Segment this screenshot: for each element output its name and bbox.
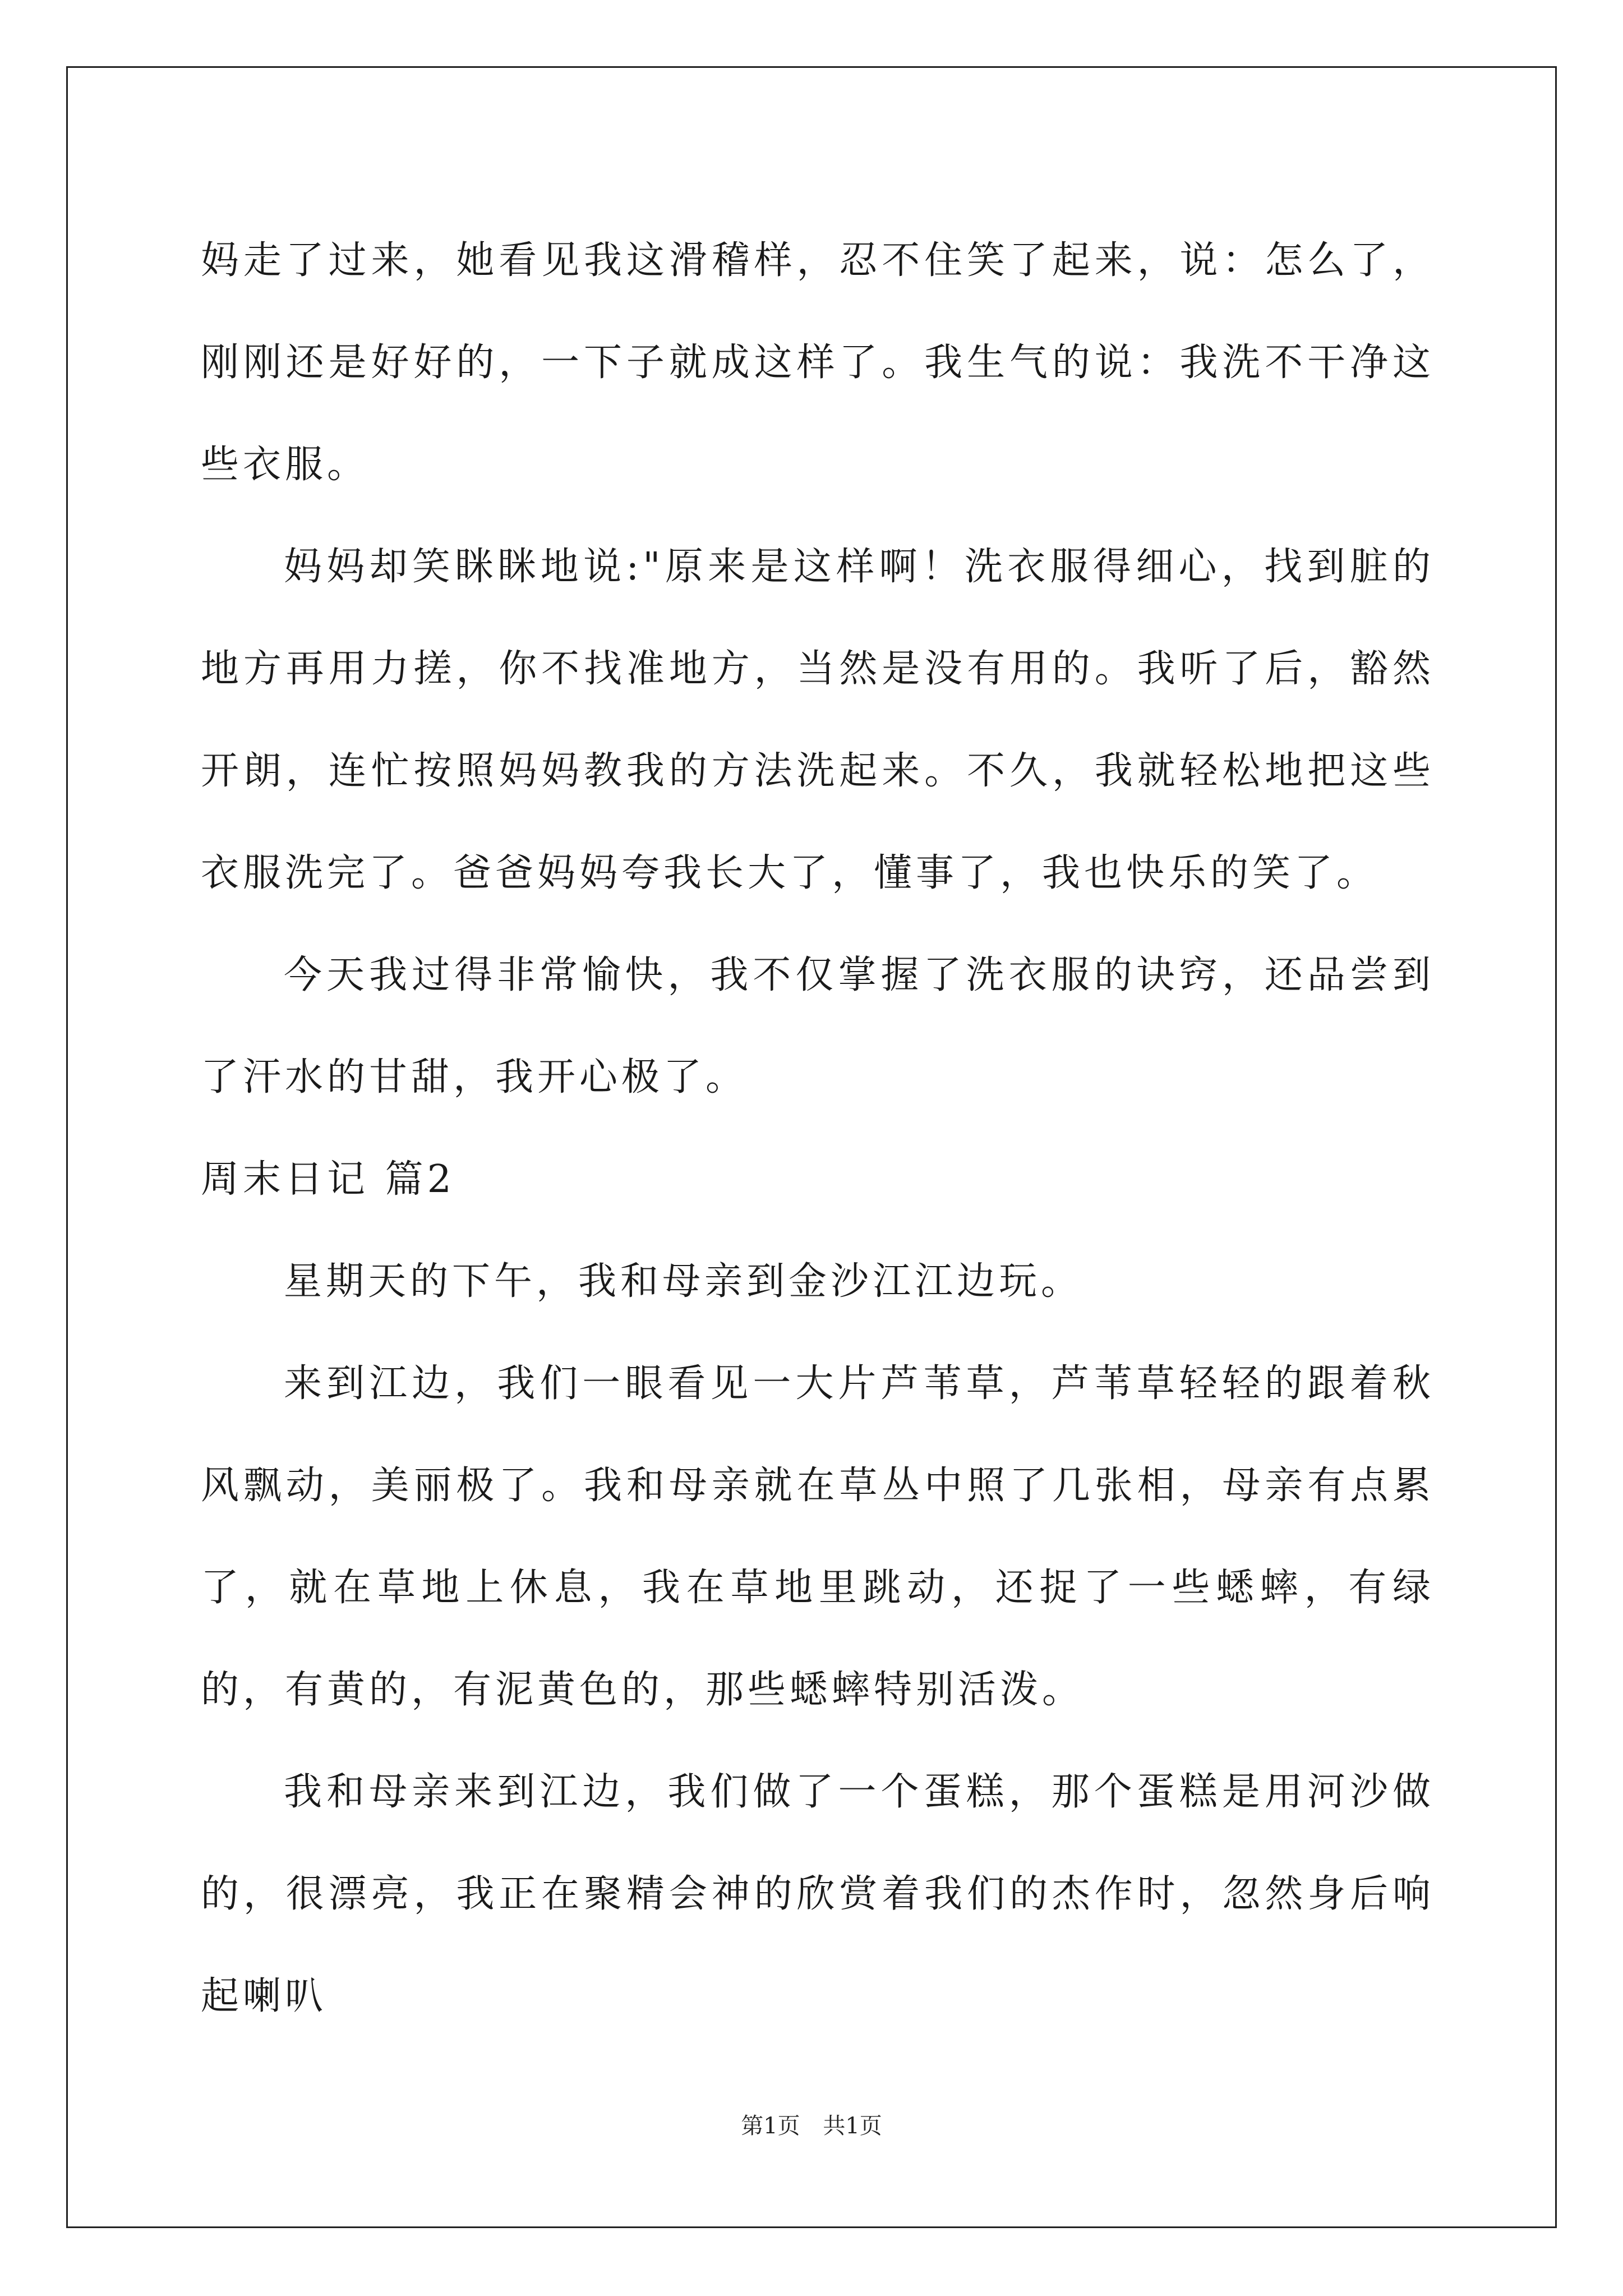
paragraph-1: 妈走了过来，她看见我这滑稽样，忍不住笑了起来，说：怎么了，刚刚还是好好的，一下子就成这样了。我生气的说：我洗不干净这些衣服。	[201, 238, 1435, 487]
page-number-current: 第1页	[741, 2113, 800, 2139]
document-body	[201, 210, 1435, 2047]
page-footer	[0, 2109, 1623, 2143]
section-paragraph-1: 星期天的下午，我和母亲到金沙江江边玩。	[284, 1259, 1083, 1304]
paragraph-2: 妈妈却笑眯眯地说:"原来是这样啊！洗衣服得细心，找到脏的地方再用力搓，你不找准地方，当然是没有用的。我听了后，豁然开朗，连忙按照妈妈教我的方法洗起来。不久，我就轻松地把这些衣服洗完了。爸爸妈妈夸我长大了，懂事了，我也快乐的笑了。	[201, 545, 1435, 895]
section-paragraph-3: 我和母亲来到江边，我们做了一个蛋糕，那个蛋糕是用河沙做的，很漂亮，我正在聚精会神的欣赏着我们的杰作时，忽然身后响起喇叭	[201, 1770, 1435, 2018]
page-number-total: 共1页	[823, 2113, 882, 2139]
paragraph-3: 今天我过得非常愉快，我不仅掌握了洗衣服的诀窍，还品尝到了汗水的甘甜，我开心极了。	[201, 953, 1435, 1099]
section-paragraph-2: 来到江边，我们一眼看见一大片芦苇草，芦苇草轻轻的跟着秋风飘动，美丽极了。我和母亲就在草丛中照了几张相，母亲有点累了，就在草地上休息，我在草地里跳动，还捉了一些蟋蟀，有绿的，有黄的，有泥黄色的，那些蟋蟀特别活泼。	[201, 1361, 1435, 1712]
section-title: 周末日记 篇2	[201, 1157, 455, 1202]
